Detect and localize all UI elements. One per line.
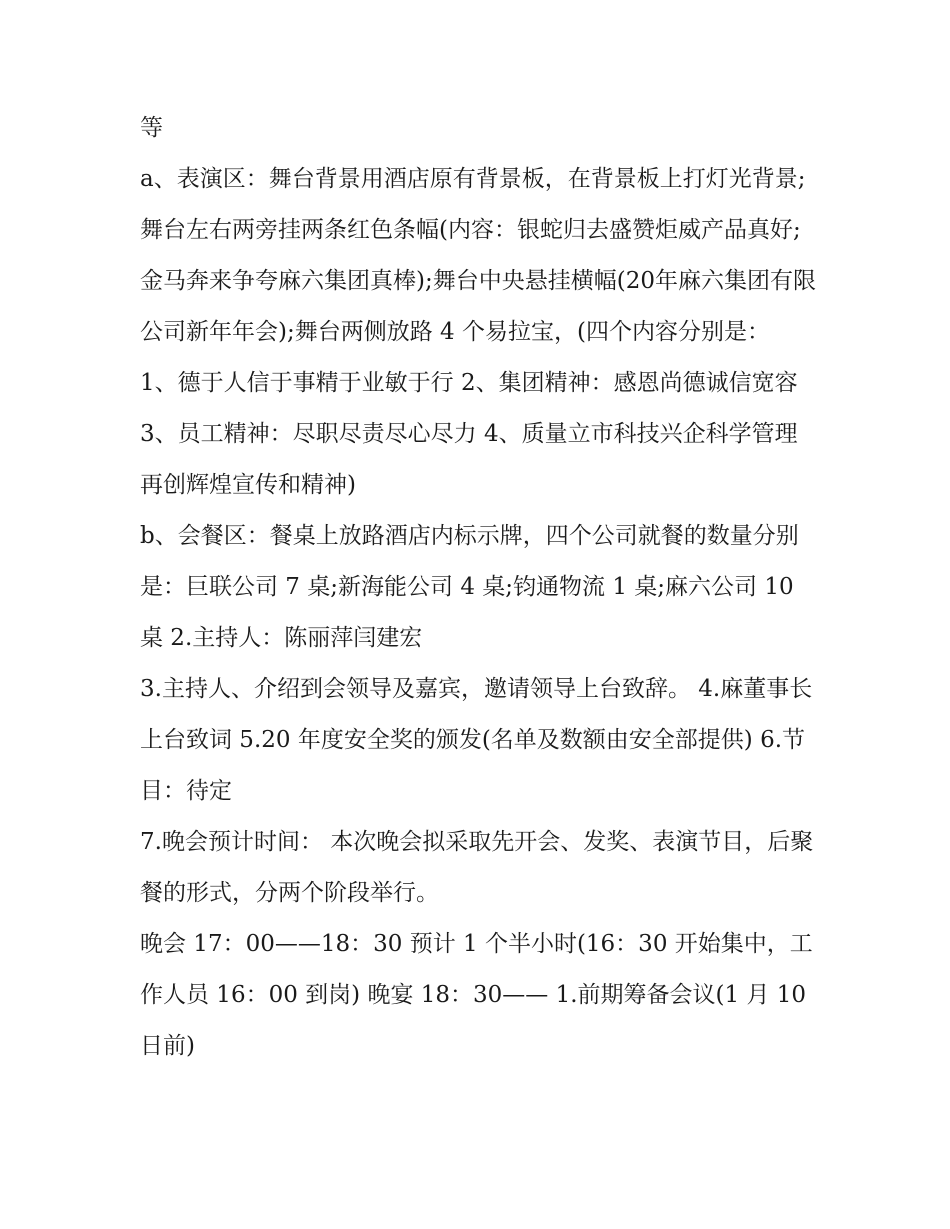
paragraph-timing: 晚会 17：00——18：30 预计 1 个半小时(16：30 开始集中，工作人员 16：00 到岗) 晚宴 18：30—— 1.前期筹备会议(1 月 10 日前) [140, 931, 813, 1059]
paragraph-schedule-plan: 7.晚会预计时间： 本次晚会拟采取先开会、发奖、表演节目，后聚餐的形式，分两个阶段举行。 [140, 829, 814, 906]
paragraph-performance-area: a、表演区：舞台背景用酒店原有背景板，在背景板上打灯光背景;舞台左右两旁挂两条红色条幅(内容：银蛇归去盛赞炬威产品真好;金马奔来争夸麻六集团真棒);舞台中央悬挂横幅(20年麻六集团有限公司新年年会);舞台两侧放路 4 个易拉宝，(四个内容分别是： [140, 166, 816, 345]
paragraph-spirit-banners: 1、德于人信于事精于业敏于行 2、集团精神：感恩尚德诚信宽容 3、员工精神：尽职尽责尽心尽力 4、质量立市科技兴企科学管理再创辉煌宣传和精神) [140, 370, 798, 498]
paragraph-continuation: 等 [140, 115, 163, 141]
document-body [140, 103, 820, 1072]
paragraph-dining-area: b、会餐区：餐桌上放路酒店内标示牌，四个公司就餐的数量分别是：巨联公司 7 桌;新海能公司 4 桌;钧通物流 1 桌;麻六公司 10 桌 2.主持人：陈丽萍闫建宏 [140, 523, 799, 651]
paragraph-program: 3.主持人、介绍到会领导及嘉宾，邀请领导上台致辞。 4.麻董事长上台致词 5.20 年度安全奖的颁发(名单及数额由安全部提供) 6.节目：待定 [140, 676, 813, 804]
